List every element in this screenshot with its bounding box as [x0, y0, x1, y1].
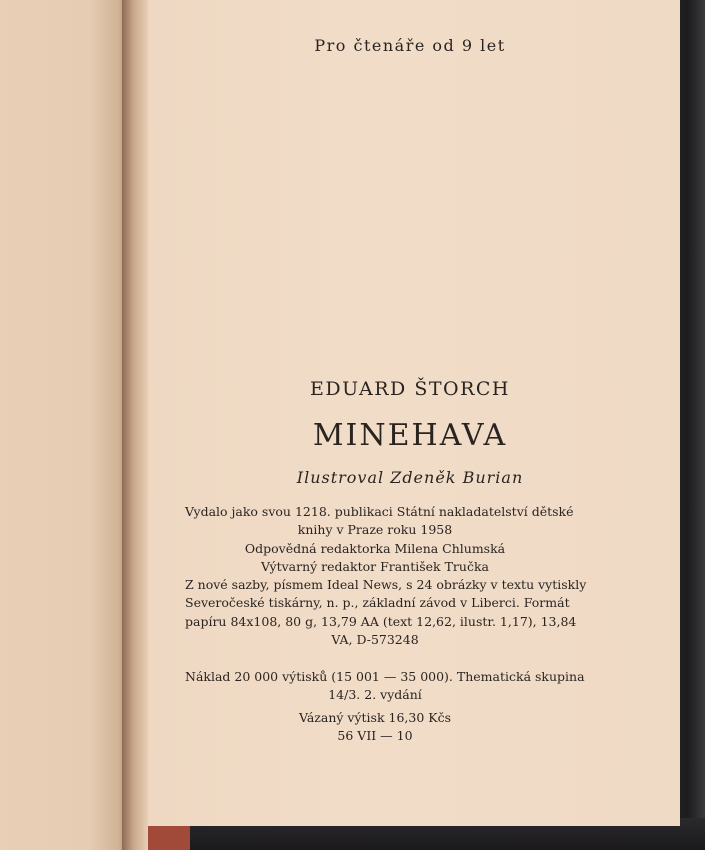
author-name: EDUARD ŠTORCH — [309, 378, 510, 400]
book-title: MINEHAVA — [312, 418, 508, 453]
illustrator-credit: Ilustroval Zdeněk Burian — [296, 468, 524, 487]
publication-info — [185, 503, 574, 576]
edition-line: Náklad 20 000 výtisků (15 001 — 35 000). Thematická skupina — [185, 669, 585, 684]
printing-info — [185, 576, 587, 649]
printing-line: papíru 84x108, 80 g, 13,79 AA (text 12,62, ilustr. 1,17), 13,84 — [185, 613, 577, 629]
publication-line: Odpovědná redaktorka Milena Chlumská — [244, 540, 506, 556]
left-page — [0, 0, 128, 850]
printing-line: Severočeské tiskárny, n. p., základní závod v Liberci. Formát — [185, 595, 570, 611]
edition-line: 14/3. 2. vydání — [328, 687, 422, 703]
edition-info — [185, 668, 585, 705]
publication-line: Výtvarný redaktor František Tručka — [260, 558, 489, 574]
publication-line: knihy v Praze roku 1958 — [297, 522, 453, 538]
audience-note: Pro čtenáře od 9 let — [314, 36, 506, 55]
price-line: 56 VII — 10 — [337, 728, 413, 744]
price-info — [185, 709, 565, 746]
publication-line: Vydalo jako svou 1218. publikaci Státní nakladatelství dětské — [185, 504, 574, 519]
printing-line: Z nové sazby, písmem Ideal News, s 24 obrázky v textu vytiskly — [185, 577, 587, 592]
price-line: Vázaný výtisk 16,30 Kčs — [298, 710, 452, 725]
printing-line: VA, D-573248 — [331, 631, 419, 647]
